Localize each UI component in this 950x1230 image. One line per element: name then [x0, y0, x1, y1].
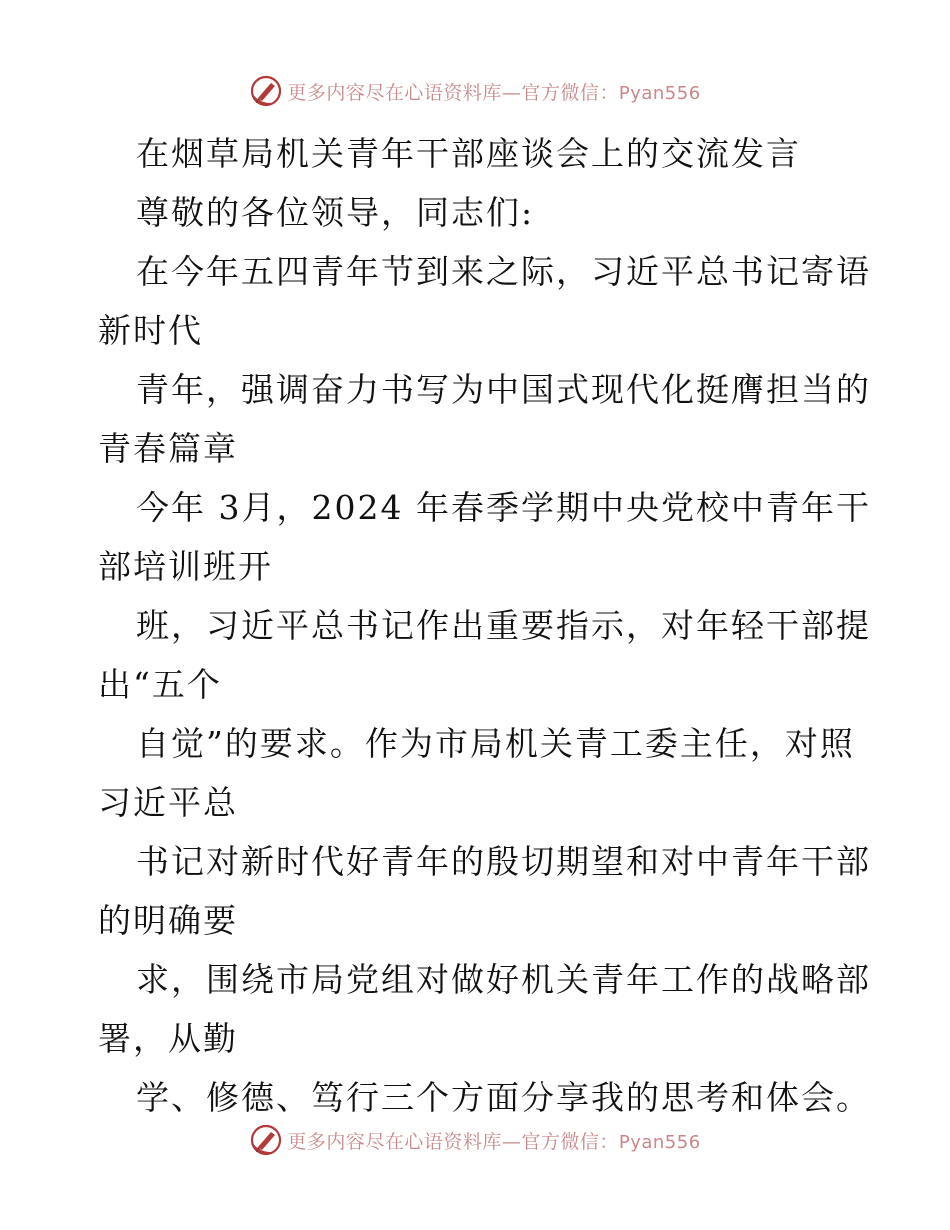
- paragraph-line: 署，从勤: [98, 1019, 238, 1058]
- paragraph-line: 求，围绕市局党组对做好机关青年工作的战略部: [136, 960, 871, 999]
- paragraph-line: 自觉”的要求。作为市局机关青工委主任，对照: [136, 724, 855, 763]
- paragraph-line: 青年，强调奋力书写为中国式现代化挺膺担当的: [136, 370, 871, 409]
- paragraph-line: 班，习近平总书记作出重要指示，对年轻干部提: [136, 606, 871, 645]
- paragraph-line: 学、修德、笃行三个方面分享我的思考和体会。: [136, 1078, 871, 1117]
- paragraph-line: 出“五个: [98, 665, 222, 704]
- footer-watermark: [0, 1120, 950, 1160]
- paragraph-line: 书记对新时代好青年的殷切期望和对中青年干部: [136, 842, 871, 881]
- watermark-text: 更多内容尽在心语资料库—官方微信：: [287, 1130, 619, 1153]
- document-body: [98, 124, 871, 1127]
- salutation: 尊敬的各位领导，同志们:: [136, 193, 535, 232]
- header-watermark: [0, 71, 950, 111]
- pen-logo-icon: [249, 74, 283, 108]
- paragraph-line: 今年 3月，2024 年春季学期中央党校中青年干: [136, 488, 871, 527]
- watermark-id: Pyan556: [618, 82, 701, 104]
- watermark-text: 更多内容尽在心语资料库—官方微信：: [287, 81, 619, 104]
- paragraph-line: 部培训班开: [98, 547, 273, 586]
- paragraph-line: 习近平总: [98, 783, 238, 822]
- document-title: 在烟草局机关青年干部座谈会上的交流发言: [136, 134, 801, 173]
- watermark-id: Pyan556: [618, 1131, 701, 1153]
- pen-logo-icon: [249, 1123, 283, 1157]
- paragraph-line: 青春篇章: [98, 429, 238, 468]
- paragraph-line: 的明确要: [98, 901, 238, 940]
- paragraph-line: 在今年五四青年节到来之际，习近平总书记寄语: [136, 252, 871, 291]
- paragraph-line: 新时代: [98, 311, 203, 350]
